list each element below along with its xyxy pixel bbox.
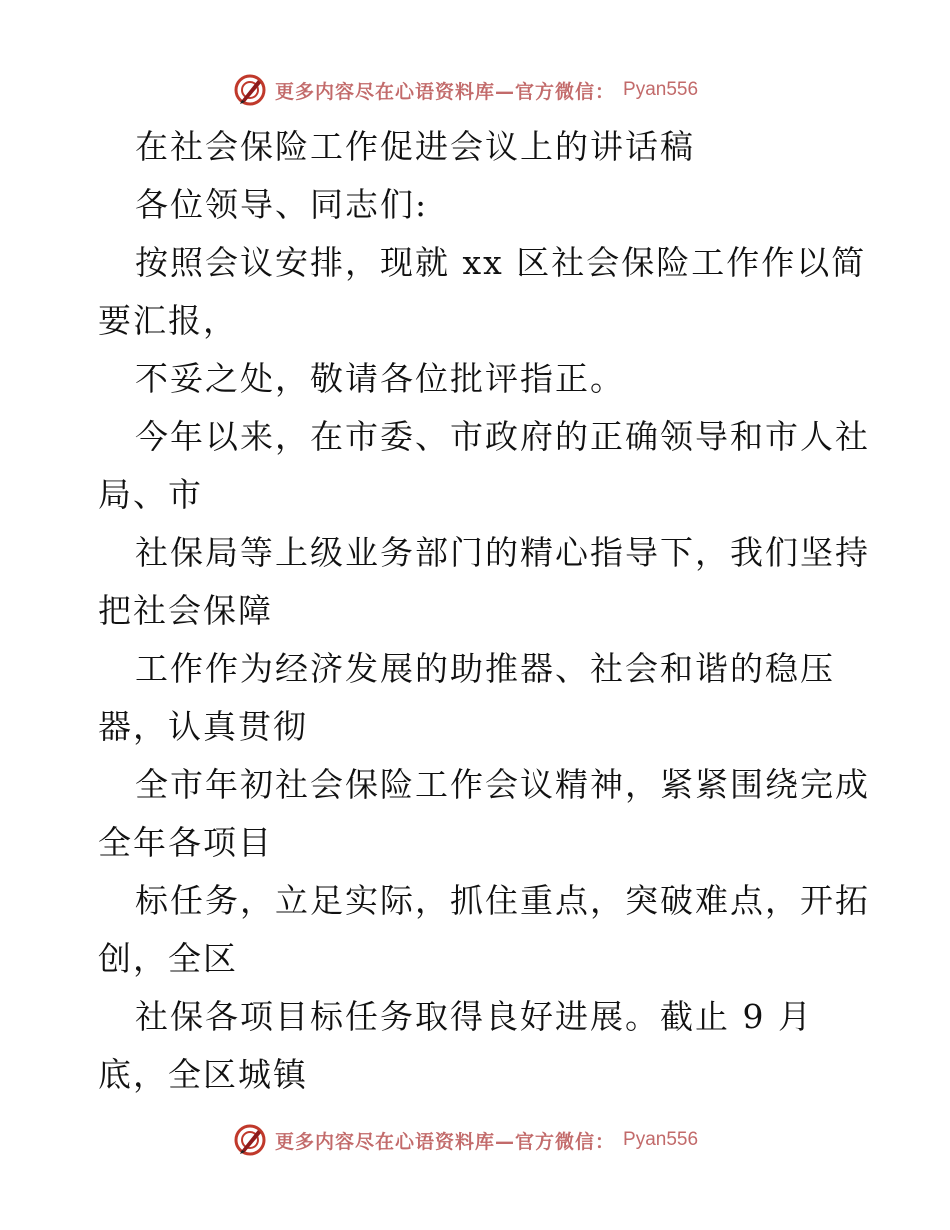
salutation: 各位领导、同志们:: [135, 185, 429, 224]
pen-logo-icon: [233, 1123, 267, 1157]
header-banner-account: Pyan556: [623, 79, 699, 100]
header-banner: [233, 72, 698, 108]
document-title: 在社会保险工作促进会议上的讲话稿: [135, 127, 695, 166]
footer-banner-account: Pyan556: [623, 1129, 699, 1150]
paragraph-line: 今年以来，在市委、市政府的正确领导和市人社: [135, 417, 870, 456]
header-banner-text: 更多内容尽在心语资料库—官方微信：: [275, 80, 616, 103]
paragraph-line: 按照会议安排，现就 xx 区社会保险工作作以简: [135, 243, 867, 282]
paragraph-line: 局、市: [98, 475, 203, 514]
paragraph-line: 底，全区城镇: [98, 1055, 308, 1094]
footer-banner-text: 更多内容尽在心语资料库—官方微信：: [275, 1130, 616, 1153]
paragraph-line: 创，全区: [98, 939, 238, 978]
paragraph-line: 全年各项目: [98, 823, 273, 862]
paragraph-line: 不妥之处，敬请各位批评指正。: [135, 359, 625, 398]
paragraph-line: 要汇报，: [98, 301, 238, 340]
pen-logo-icon: [233, 73, 267, 107]
paragraph-line: 标任务，立足实际，抓住重点，突破难点，开拓: [135, 881, 870, 920]
paragraph-line: 社保局等上级业务部门的精心指导下，我们坚持: [135, 533, 870, 572]
paragraph-line: 全市年初社会保险工作会议精神，紧紧围绕完成: [135, 765, 870, 804]
paragraph-line: 器，认真贯彻: [98, 707, 308, 746]
paragraph-line: 工作作为经济发展的助推器、社会和谐的稳压: [135, 649, 835, 688]
paragraph-line: 把社会保障: [98, 591, 273, 630]
paragraph-line: 社保各项目标任务取得良好进展。截止 9 月: [135, 997, 813, 1036]
footer-banner: [233, 1122, 698, 1158]
document-body: [98, 118, 870, 1104]
